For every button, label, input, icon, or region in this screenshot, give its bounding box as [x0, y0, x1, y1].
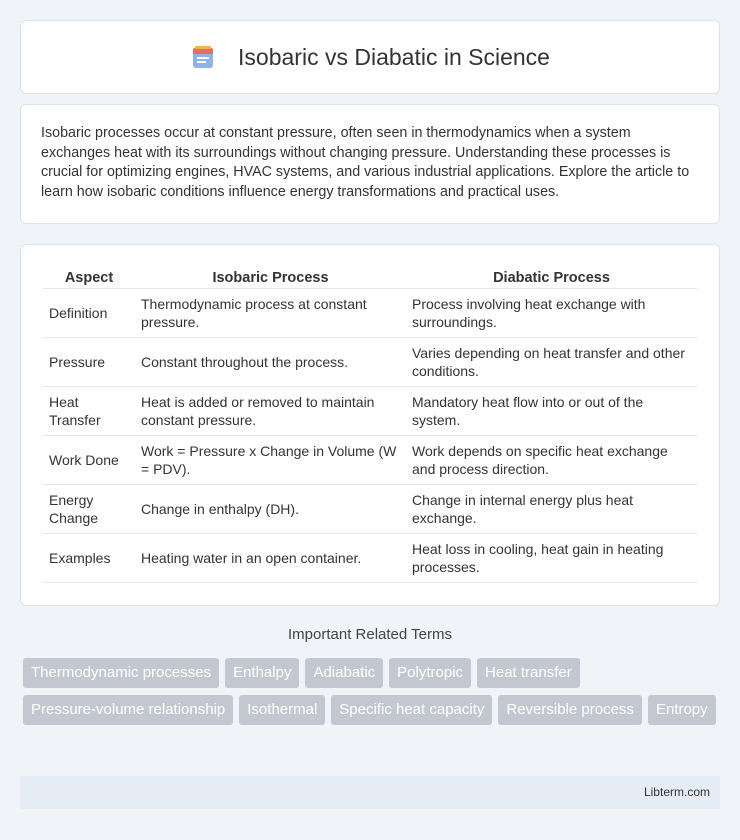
- table-row: [43, 534, 697, 583]
- cell-aspect: Heat Transfer: [43, 387, 135, 436]
- footer-site-link[interactable]: Libterm.com: [643, 785, 710, 799]
- table-header-row: [43, 265, 697, 289]
- related-term-tag[interactable]: Enthalpy: [225, 658, 299, 688]
- related-term-tag[interactable]: Isothermal: [239, 695, 325, 725]
- comparison-table-card: [20, 244, 720, 606]
- cell-diabatic: Heat loss in cooling, heat gain in heating processes.: [406, 534, 697, 583]
- cell-aspect: Definition: [43, 289, 135, 338]
- related-term-tag[interactable]: Pressure-volume relationship: [23, 695, 233, 725]
- related-term-tag[interactable]: Polytropic: [389, 658, 471, 688]
- document-icon: [190, 44, 216, 70]
- cell-diabatic: Process involving heat exchange with surroundings.: [406, 289, 697, 338]
- cell-aspect: Work Done: [43, 436, 135, 485]
- cell-isobaric: Heating water in an open container.: [135, 534, 406, 583]
- cell-diabatic: Work depends on specific heat exchange and process direction.: [406, 436, 697, 485]
- cell-diabatic: Change in internal energy plus heat exchange.: [406, 485, 697, 534]
- comparison-table: [43, 265, 697, 583]
- cell-aspect: Energy Change: [43, 485, 135, 534]
- related-term-tag[interactable]: Specific heat capacity: [331, 695, 492, 725]
- table-row: [43, 289, 697, 338]
- cell-isobaric: Heat is added or removed to maintain constant pressure.: [135, 387, 406, 436]
- related-term-tag[interactable]: Heat transfer: [477, 658, 580, 688]
- related-term-tag[interactable]: Thermodynamic processes: [23, 658, 219, 688]
- header-aspect: Aspect: [43, 265, 135, 289]
- table-row: [43, 485, 697, 534]
- related-term-tag[interactable]: Adiabatic: [305, 658, 383, 688]
- related-terms-list: [23, 658, 723, 732]
- cell-isobaric: Change in enthalpy (DH).: [135, 485, 406, 534]
- cell-diabatic: Varies depending on heat transfer and other conditions.: [406, 338, 697, 387]
- cell-isobaric: Thermodynamic process at constant pressure.: [135, 289, 406, 338]
- header-card: [20, 20, 720, 94]
- cell-isobaric: Constant throughout the process.: [135, 338, 406, 387]
- page-title: Isobaric vs Diabatic in Science: [238, 43, 550, 70]
- header-isobaric: Isobaric Process: [135, 265, 406, 289]
- cell-isobaric: Work = Pressure x Change in Volume (W = PDV).: [135, 436, 406, 485]
- related-term-tag[interactable]: Reversible process: [498, 695, 642, 725]
- header-diabatic: Diabatic Process: [406, 265, 697, 289]
- related-term-tag[interactable]: Entropy: [648, 695, 716, 725]
- cell-aspect: Pressure: [43, 338, 135, 387]
- table-row: [43, 387, 697, 436]
- footer: [20, 776, 720, 809]
- table-row: [43, 436, 697, 485]
- intro-card: [20, 104, 720, 224]
- related-terms-title: Important Related Terms: [288, 626, 452, 643]
- cell-aspect: Examples: [43, 534, 135, 583]
- cell-diabatic: Mandatory heat flow into or out of the system.: [406, 387, 697, 436]
- intro-text: Isobaric processes occur at constant pressure, often seen in thermodynamics when a system exchanges heat with its surroundings without changing pressure. Understanding these processes is crucial for optimizing engines, HVAC systems, and various industrial applications. Explore the article to learn how isobaric conditions influence energy transformations and practical uses.: [41, 125, 690, 200]
- table-row: [43, 338, 697, 387]
